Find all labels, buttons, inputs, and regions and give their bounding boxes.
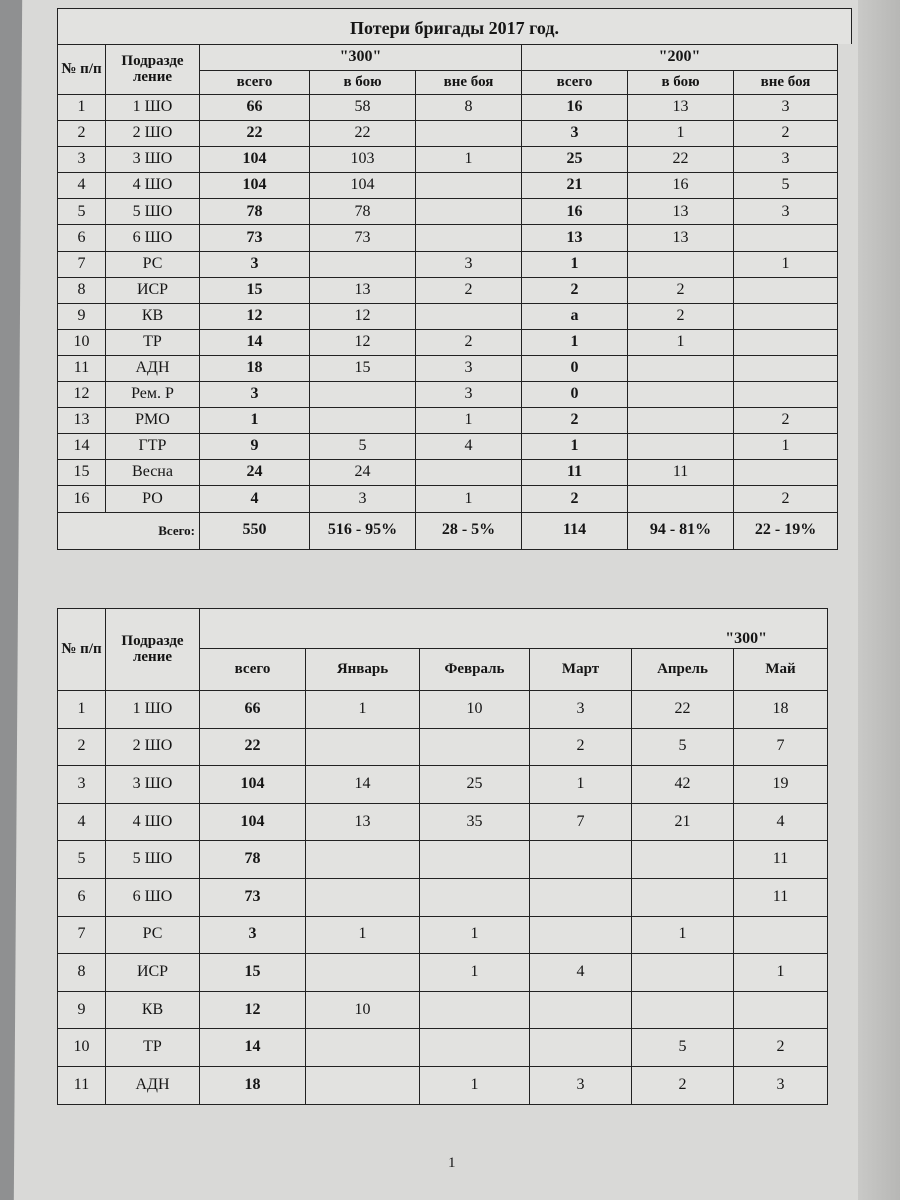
sub-header: всего [522,71,628,95]
table-cell [628,408,734,434]
table-cell: 1 [734,434,838,460]
table-cell [632,991,734,1029]
document-title: Потери бригады 2017 год. [57,8,852,44]
table-cell: 103 [310,147,416,173]
table-cell: 9 [200,434,310,460]
sub-header: Февраль [420,649,530,691]
table-cell [416,303,522,329]
table-cell: ГТР [106,434,200,460]
table-row [58,434,838,460]
table-cell: 18 [200,355,310,381]
table-cell: 5 ШО [106,841,200,879]
table-cell [306,1066,420,1104]
table-cell: 1 ШО [106,691,200,729]
table-cell: 4 [200,486,310,512]
table-cell: 1 [734,251,838,277]
table-cell [734,916,828,954]
table-cell: РС [106,916,200,954]
total-cell: 22 - 19% [734,512,838,549]
table-cell: 3 [200,382,310,408]
table-cell: РМО [106,408,200,434]
table-cell [420,991,530,1029]
table-cell: 1 [58,691,106,729]
table-cell: 16 [522,95,628,121]
totals-row [58,512,838,549]
table-cell: 1 [628,329,734,355]
table-cell: 2 [522,486,628,512]
table-cell: 7 [734,728,828,766]
table-cell: 3 [522,121,628,147]
table-cell: 104 [310,173,416,199]
table-cell: 1 [632,916,734,954]
table-cell [420,728,530,766]
table-cell [734,329,838,355]
sub-header: Апрель [632,649,734,691]
table-cell: 8 [58,954,106,992]
table-cell: АДН [106,1066,200,1104]
table-cell: 3 [416,355,522,381]
table-cell: 13 [58,408,106,434]
table-row [58,355,838,381]
table-cell: 12 [310,303,416,329]
total-cell: 516 - 95% [310,512,416,549]
table-cell: 11 [58,1066,106,1104]
table-cell: 1 [522,251,628,277]
table-cell: 3 [734,95,838,121]
table-row [58,954,828,992]
table-cell [416,225,522,251]
table-cell: 8 [58,277,106,303]
table-cell: 1 [306,691,420,729]
table-row [58,916,828,954]
table-cell: 0 [522,382,628,408]
group-header-200: "200" [522,45,838,71]
col-header-number: № п/п [58,45,106,95]
table-cell: 12 [310,329,416,355]
sub-header: в бою [628,71,734,95]
table-cell: 22 [628,147,734,173]
table-cell: 13 [310,277,416,303]
table-row [58,460,838,486]
table-cell: 16 [58,486,106,512]
table-row [58,173,838,199]
table-cell: 2 [416,277,522,303]
table-cell [628,355,734,381]
table-cell: 4 [58,173,106,199]
table-cell: 15 [200,954,306,992]
table-cell: 2 [734,486,838,512]
table-cell: 13 [522,225,628,251]
table-cell: 1 ШО [106,95,200,121]
table-cell: 13 [628,199,734,225]
next-page-edge [858,0,900,1200]
table-cell: 3 [734,1066,828,1104]
table-cell: 4 [734,803,828,841]
table-cell [310,382,416,408]
table-cell: 3 [530,691,632,729]
group-header-300: "300" [200,609,828,649]
table-cell: 4 ШО [106,803,200,841]
table-cell: 24 [200,460,310,486]
table-cell: ИСР [106,954,200,992]
table-cell: 2 [632,1066,734,1104]
table-cell [530,1029,632,1067]
table-cell: 15 [310,355,416,381]
col-header-number: № п/п [58,609,106,691]
table-cell: 14 [200,1029,306,1067]
table-cell: 2 [530,728,632,766]
table-cell: 5 [310,434,416,460]
table-cell: 4 [530,954,632,992]
table-cell: 104 [200,803,306,841]
losses-table-main [57,44,838,550]
table-cell: 5 [734,173,838,199]
table-cell: РС [106,251,200,277]
table-cell: 22 [632,691,734,729]
table-cell [734,355,838,381]
table-cell [530,916,632,954]
page-number: 1 [448,1155,456,1171]
table-row [58,95,838,121]
table-cell: 1 [420,1066,530,1104]
table-cell: а [522,303,628,329]
table-row [58,486,838,512]
totals-label: Всего: [58,512,200,549]
table-cell [306,954,420,992]
table-cell: 1 [416,486,522,512]
table-cell: 5 [632,728,734,766]
table-cell [416,121,522,147]
table-row [58,991,828,1029]
table-cell: 3 [200,251,310,277]
table-cell: Рем. Р [106,382,200,408]
table-cell: 2 [522,277,628,303]
table-cell: 18 [734,691,828,729]
sub-header: вне боя [416,71,522,95]
table-cell [306,878,420,916]
table-cell [530,878,632,916]
table-cell: 5 [58,841,106,879]
table-row [58,225,838,251]
table-cell: 78 [310,199,416,225]
table-row [58,803,828,841]
table-cell: 2 [734,1029,828,1067]
table-cell: 78 [200,841,306,879]
table-cell: 25 [420,766,530,804]
table-cell: 58 [310,95,416,121]
table-cell: 13 [628,95,734,121]
table-cell: 78 [200,199,310,225]
table-cell: 1 [530,766,632,804]
table-cell [628,434,734,460]
table-cell [310,408,416,434]
table-cell [632,954,734,992]
sub-header: всего [200,649,306,691]
table-cell: 3 [58,766,106,804]
table-cell [420,878,530,916]
table-cell: 14 [306,766,420,804]
table-cell: 3 [58,147,106,173]
table-cell: 11 [58,355,106,381]
table-cell: 11 [734,878,828,916]
table-row [58,408,838,434]
table-cell: АДН [106,355,200,381]
table-cell: 1 [416,408,522,434]
table-cell [306,728,420,766]
table-cell [734,460,838,486]
table-cell: 15 [58,460,106,486]
table-cell [734,382,838,408]
table-row [58,841,828,879]
table-cell: 6 [58,225,106,251]
table-cell [734,991,828,1029]
table-row [58,329,838,355]
table-cell: 7 [530,803,632,841]
table-row [58,691,828,729]
table-cell: 6 ШО [106,878,200,916]
table-cell: 16 [628,173,734,199]
table-cell: 19 [734,766,828,804]
table-cell: 104 [200,147,310,173]
sub-header: в бою [310,71,416,95]
sub-header: Март [530,649,632,691]
table-cell: 2 [522,408,628,434]
group-header-300: "300" [200,45,522,71]
table-cell: 5 [58,199,106,225]
table-cell: 22 [200,728,306,766]
table-cell: 1 [734,954,828,992]
table-cell: 14 [200,329,310,355]
table-cell: 2 [734,408,838,434]
table-cell: ТР [106,329,200,355]
table-cell [416,460,522,486]
table-cell: 5 [632,1029,734,1067]
total-cell: 94 - 81% [628,512,734,549]
table-cell: 11 [734,841,828,879]
table-cell: 18 [200,1066,306,1104]
table-cell: 1 [416,147,522,173]
table-row [58,1029,828,1067]
table-row [58,277,838,303]
table-cell: 7 [58,916,106,954]
table-cell [632,878,734,916]
table-cell: 1 [628,121,734,147]
table-cell: 1 [200,408,310,434]
table-cell: 15 [200,277,310,303]
table-cell: 1 [522,434,628,460]
table-row [58,147,838,173]
table-cell: 12 [200,991,306,1029]
table-cell: 66 [200,691,306,729]
table-cell [734,225,838,251]
table-row [58,251,838,277]
table-cell: 8 [416,95,522,121]
table-cell [734,277,838,303]
table-cell: 4 ШО [106,173,200,199]
table-cell: 21 [632,803,734,841]
losses-by-month-table [57,608,828,1105]
table-cell: 35 [420,803,530,841]
table-cell: ИСР [106,277,200,303]
table-cell: 24 [310,460,416,486]
table-cell: 104 [200,766,306,804]
table-cell: 9 [58,303,106,329]
total-cell: 114 [522,512,628,549]
table-cell: 73 [200,878,306,916]
table-cell: 11 [628,460,734,486]
table-cell: Весна [106,460,200,486]
table-cell: 1 [420,954,530,992]
sub-header: Январь [306,649,420,691]
table-row [58,382,838,408]
table-cell: 4 [416,434,522,460]
table-cell: 5 ШО [106,199,200,225]
table-cell: 73 [310,225,416,251]
table-cell: 2 [628,303,734,329]
table-cell: 21 [522,173,628,199]
table-cell [306,1029,420,1067]
table-cell [416,173,522,199]
col-header-unit: Подразде ление [106,45,200,95]
table-cell: 1 [522,329,628,355]
table-cell: 2 ШО [106,728,200,766]
table-cell: ТР [106,1029,200,1067]
table-cell: 16 [522,199,628,225]
table-cell: 73 [200,225,310,251]
table-cell: 3 [416,382,522,408]
table-cell: 1 [420,916,530,954]
table-cell: 9 [58,991,106,1029]
table-cell: 66 [200,95,310,121]
table-cell [420,1029,530,1067]
table-cell: 10 [306,991,420,1029]
table-cell: 3 ШО [106,147,200,173]
table-cell: 42 [632,766,734,804]
table-row [58,303,838,329]
table-cell [530,841,632,879]
table-cell: 3 [310,486,416,512]
table-cell [306,841,420,879]
table-cell [310,251,416,277]
table-cell: 13 [628,225,734,251]
table-row [58,121,838,147]
table-cell: 25 [522,147,628,173]
table-row [58,878,828,916]
table-cell: 14 [58,434,106,460]
sub-header: вне боя [734,71,838,95]
table-cell: 6 [58,878,106,916]
table-cell: 3 [200,916,306,954]
table-cell: 3 [530,1066,632,1104]
table-cell: КВ [106,991,200,1029]
table-cell [530,991,632,1029]
table-cell: 2 ШО [106,121,200,147]
col-header-unit: Подразде ление [106,609,200,691]
table-cell: 0 [522,355,628,381]
table-cell: 2 [58,728,106,766]
sub-header: всего [200,71,310,95]
table-cell: 1 [58,95,106,121]
table-row [58,728,828,766]
table-cell: 7 [58,251,106,277]
table-cell: 22 [200,121,310,147]
table-cell: 2 [734,121,838,147]
table-cell: 4 [58,803,106,841]
table-row [58,766,828,804]
table-cell: 3 [734,147,838,173]
table-cell: 13 [306,803,420,841]
table-cell: 3 [734,199,838,225]
table-cell: 12 [200,303,310,329]
table-row [58,199,838,225]
table-cell [420,841,530,879]
table-cell: РО [106,486,200,512]
table-cell: 2 [58,121,106,147]
table-cell: 3 [416,251,522,277]
sub-header: Май [734,649,828,691]
total-cell: 550 [200,512,310,549]
table-cell: 1 [306,916,420,954]
table-cell: 10 [58,329,106,355]
table-cell: 10 [420,691,530,729]
table-cell: КВ [106,303,200,329]
table-cell: 104 [200,173,310,199]
table-cell: 2 [416,329,522,355]
table-cell [628,486,734,512]
table-cell: 10 [58,1029,106,1067]
total-cell: 28 - 5% [416,512,522,549]
table-row [58,1066,828,1104]
table-cell [416,199,522,225]
table-cell: 6 ШО [106,225,200,251]
table-cell: 3 ШО [106,766,200,804]
table-cell: 2 [628,277,734,303]
table-cell [734,303,838,329]
table-cell [628,251,734,277]
table-cell [632,841,734,879]
table-cell [628,382,734,408]
table-cell: 12 [58,382,106,408]
table-cell: 22 [310,121,416,147]
table-cell: 11 [522,460,628,486]
